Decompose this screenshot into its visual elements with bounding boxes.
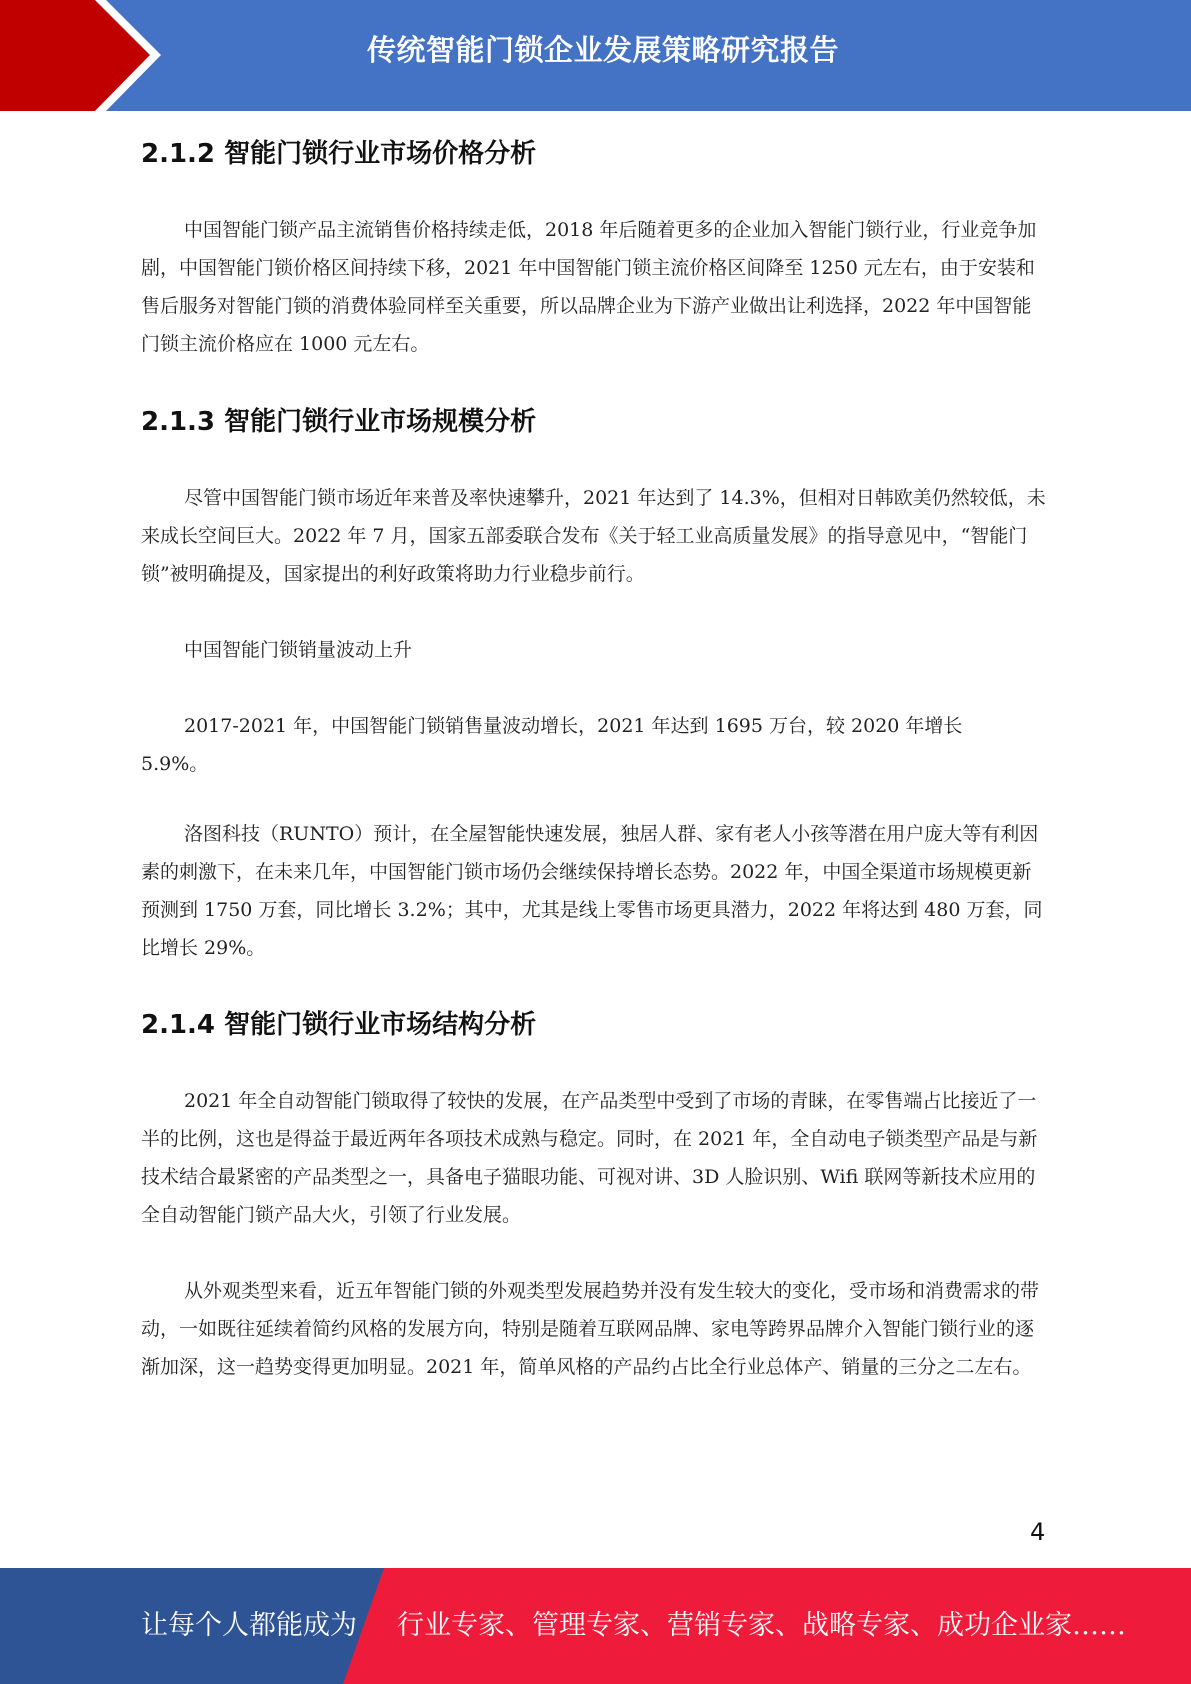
paragraph-runto-forecast: 洛图科技（RUNTO）预计，在全屋智能快速发展，独居人群、家有老人小孩等潜在用户庞大等有利因素的刺激下，在未来几年，中国智能门锁市场仍会继续保持增长态势。2022 年，中国全渠道市场规模更新预测到 1750 万套，同比增长 3.2%；其中，尤其是线上零售市场更具潜力，2022 年将达到 480 万套，同比增长 29%。 xyxy=(141,823,1043,959)
page-footer xyxy=(0,1568,1191,1684)
paragraph-structure-auto: 2021 年全自动智能门锁取得了较快的发展，在产品类型中受到了市场的青睐，在零售端占比接近了一半的比例，这也是得益于最近两年各项技术成熟与稳定。同时，在 2021 年，全自动电子锁类型产品是与新技术结合最紧密的产品类型之一，具备电子猫眼功能、可视对讲、3D 人脸识别、Wifi 联网等新技术应用的全自动智能门锁产品大火，引领了行业发展。 xyxy=(141,1090,1038,1226)
paragraph-structure-appearance: 从外观类型来看，近五年智能门锁的外观类型发展趋势并没有发生较大的变化，受市场和消费需求的带动，一如既往延续着简约风格的发展方向，特别是随着互联网品牌、家电等跨界品牌介入智能门锁行业的逐渐加深，这一趋势变得更加明显。2021 年，简单风格的产品约占比全行业总体产、销量的三分之二左右。 xyxy=(141,1280,1040,1378)
header-arrow-decoration xyxy=(0,0,330,111)
footer-slogan-left: 让每个人都能成为 xyxy=(141,1610,357,1641)
paragraph-scale-penetration: 尽管中国智能门锁市场近年来普及率快速攀升，2021 年达到了 14.3%，但相对日韩欧美仍然较低，未来成长空间巨大。2022 年 7 月，国家五部委联合发布《关于轻工业高质量发展》的指导意见中，“智能门锁”被明确提及，国家提出的利好政策将助力行业稳步前行。 xyxy=(141,487,1046,585)
paragraph-price-analysis: 中国智能门锁产品主流销售价格持续走低，2018 年后随着更多的企业加入智能门锁行业，行业竞争加剧，中国智能门锁价格区间持续下移，2021 年中国智能门锁主流价格区间降至 1250 元左右，由于安装和售后服务对智能门锁的消费体验同样至关重要，所以品牌企业为下游产业做出让利选择，2022 年中国智能门锁主流价格应在 1000 元左右。 xyxy=(141,219,1037,355)
paragraph-sales-subtitle: 中国智能门锁销量波动上升 xyxy=(184,639,413,661)
report-title: 传统智能门锁企业发展策略研究报告 xyxy=(367,33,840,67)
footer-slogan-right: 行业专家、管理专家、营销专家、战略专家、成功企业家…… xyxy=(397,1610,1126,1641)
paragraph-sales-volume: 2017-2021 年，中国智能门锁销售量波动增长，2021 年达到 1695 万台，较 2020 年增长 5.9%。 xyxy=(141,715,963,775)
section-heading-scale: 2.1.3 智能门锁行业市场规模分析 xyxy=(141,407,537,437)
section-heading-price: 2.1.2 智能门锁行业市场价格分析 xyxy=(141,139,537,169)
page-number: 4 xyxy=(1030,1518,1046,1546)
page-header xyxy=(0,0,1191,111)
section-heading-structure: 2.1.4 智能门锁行业市场结构分析 xyxy=(141,1010,537,1040)
